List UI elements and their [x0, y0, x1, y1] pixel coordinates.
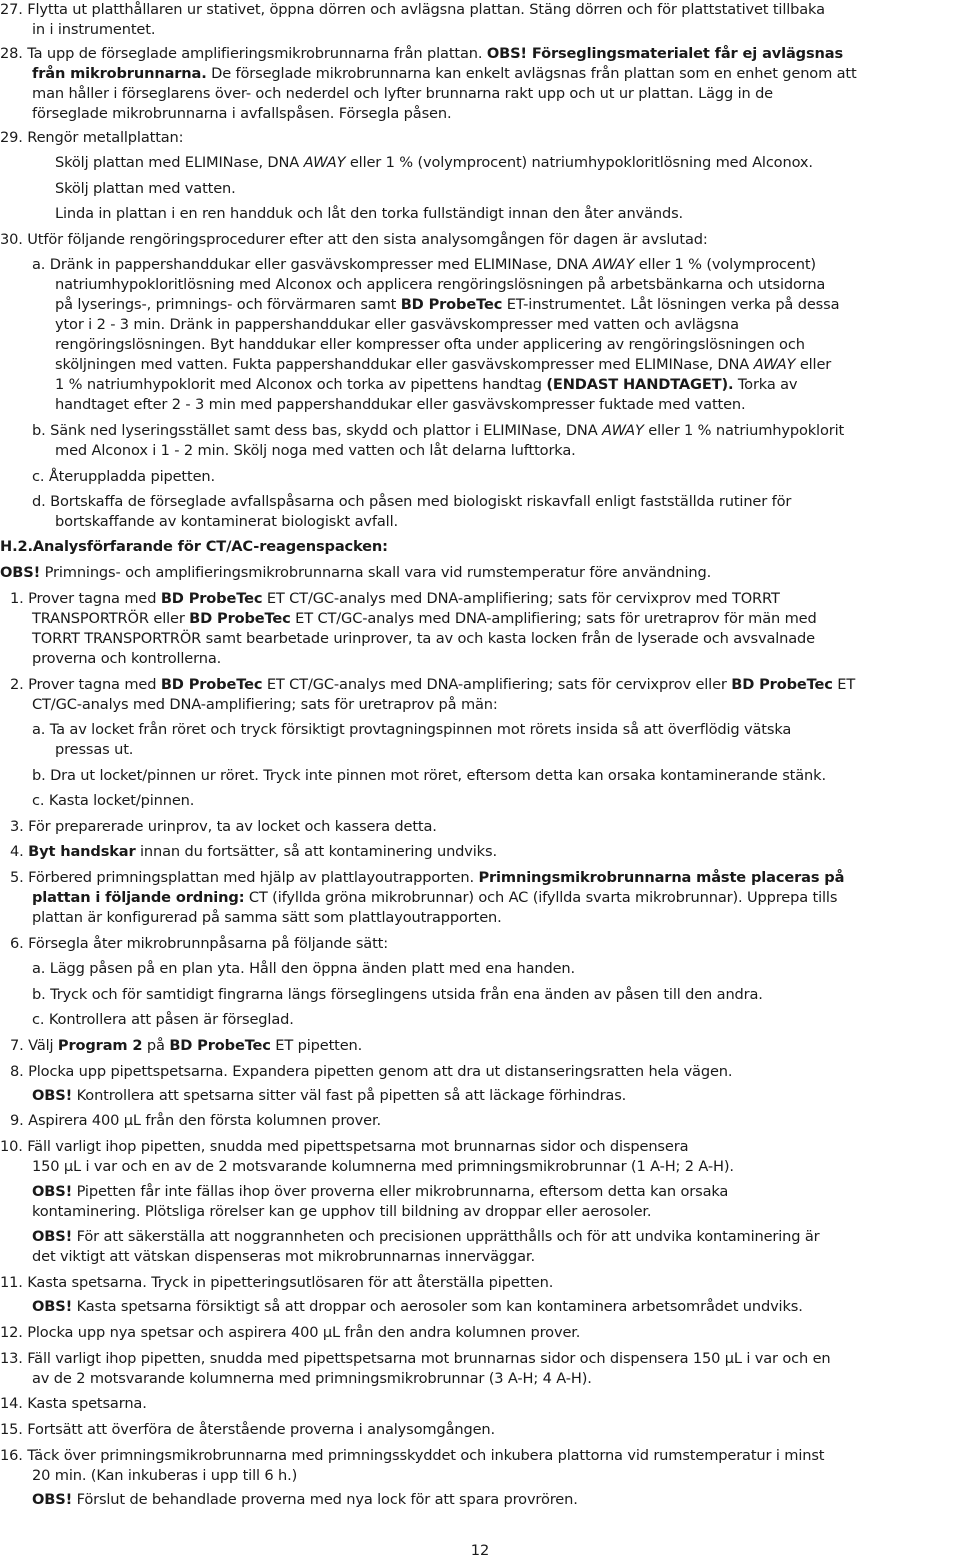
text-line: [32, 610, 817, 628]
text-run: ET-instrumentet. Låt lösningen verka på dessa: [502, 296, 840, 313]
text-run: sköljningen med vatten. Fukta pappershanddukar eller gasvävskompresser med ELIMINase, DNA: [55, 356, 754, 373]
text-run: på: [142, 1037, 170, 1054]
text-run: 12. Plocka upp nya spetsar och aspirera 400 µL från den andra kolumnen prover.: [0, 1324, 581, 1341]
text-run: 7. Välj: [10, 1037, 58, 1054]
text-run: b. Dra ut locket/pinnen ur röret. Tryck inte pinnen mot röret, eftersom detta kan orsaka kontaminerande stänk.: [32, 767, 826, 784]
text-run: det viktigt att vätskan dispenseras mot mikrobrunnarnas innerväggar.: [32, 1248, 535, 1265]
text-line: [32, 1228, 820, 1246]
text-line: [32, 256, 816, 274]
text-line: [0, 1324, 580, 1342]
text-line: [32, 1011, 294, 1029]
text-line: [32, 889, 837, 907]
text-run: c. Kontrollera att påsen är förseglad.: [32, 1011, 294, 1028]
text-run: förseglade mikrobrunnarna i avfallspåsen. Försegla påsen.: [32, 105, 452, 122]
text-line: [32, 1248, 535, 1266]
text-line: [0, 1, 825, 19]
bold-text: OBS!: [32, 1298, 73, 1315]
text-run: bortskaffande av kontaminerat biologiskt avfall.: [55, 513, 398, 530]
text-line: [55, 276, 825, 294]
bold-text: OBS!: [32, 1183, 73, 1200]
text-line: [32, 65, 857, 83]
text-line: [32, 767, 826, 785]
text-run: kontaminering. Plötsliga rörelser kan ge upphov till bildning av droppar eller aerosoler.: [32, 1203, 652, 1220]
text-line: [32, 792, 194, 810]
text-line: [32, 1203, 651, 1221]
text-run: natriumhypokloritlösning med Alconox och applicera rengöringslösningen på arbetsbänkarna och utsidorna: [55, 276, 826, 293]
text-run: 3. För preparerade urinprov, ta av locket och kassera detta.: [10, 818, 437, 835]
text-line: [32, 493, 791, 511]
text-run: a. Ta av locket från röret och tryck försiktigt provtagningspinnen mot rörets insida så att överflödig vätska: [32, 721, 792, 738]
text-run: b. Tryck och för samtidigt fingrarna längs förseglingens utsida från ena änden av påsen till den andra.: [32, 986, 763, 1003]
italic-text: AWAY: [602, 422, 644, 439]
bold-text: BD ProbeTec: [400, 296, 503, 313]
text-run: in i instrumentet.: [32, 21, 156, 38]
bold-text: Byt handskar: [28, 843, 136, 860]
text-line: [32, 468, 215, 486]
text-line: [10, 869, 844, 887]
text-line: [32, 909, 502, 927]
text-run: 28. Ta upp de förseglade amplifieringsmikrobrunnarna från plattan.: [0, 45, 487, 62]
text-run: Primnings- och amplifieringsmikrobrunnarna skall vara vid rumstemperatur före användning.: [40, 564, 712, 581]
text-line: [32, 986, 763, 1004]
text-line: [32, 85, 773, 103]
text-run: ET CT/GC-analys med DNA-amplifiering; sats för cervixprov eller: [262, 676, 732, 693]
text-line: [10, 935, 388, 953]
text-run: innan du fortsätter, så att kontaminering undviks.: [135, 843, 497, 860]
text-run: TRANSPORTRÖR eller: [32, 610, 190, 627]
text-run: c. Kasta locket/pinnen.: [32, 792, 195, 809]
text-run: plattan är konfigurerad på samma sätt som plattlayoutrapporten.: [32, 909, 502, 926]
text-line: [55, 356, 831, 374]
text-line: [0, 1138, 688, 1156]
bold-text: OBS!: [32, 1491, 73, 1508]
text-line: [0, 231, 708, 249]
text-line: [32, 105, 451, 123]
text-run: Linda in plattan i en ren handduk och låt den torka fullständigt innan den åter används.: [55, 205, 684, 222]
text-line: [10, 1112, 381, 1130]
text-run: 1. Prover tagna med: [10, 590, 161, 607]
text-run: ytor i 2 - 3 min. Dränk in pappershanddukar eller gasvävskompresser med vatten och avlägsna: [55, 316, 739, 333]
text-line: [0, 45, 843, 63]
text-line: [10, 818, 437, 836]
text-line: [32, 650, 221, 668]
text-run: b. Sänk ned lyseringsstället samt dess bas, skydd och plattor i ELIMINase, DNA: [32, 422, 603, 439]
text-line: [55, 154, 813, 172]
text-run: 13. Fäll varligt ihop pipetten, snudda med pipettspetsarna mot brunnarnas sidor och dispensera 150 µL i var och en: [0, 1350, 831, 1367]
text-run: med Alconox i 1 - 2 min. Skölj noga med vatten och låt delarna lufttorka.: [55, 442, 576, 459]
bold-text: Program 2: [57, 1037, 143, 1054]
text-run: 30. Utför följande rengöringsprocedurer efter att den sista analysomgången för dagen är avslutad:: [0, 231, 708, 248]
text-line: [32, 422, 844, 440]
text-line: [55, 376, 797, 394]
text-run: Kontrollera att spetsarna sitter väl fast på pipetten så att läckage förhindras.: [72, 1087, 627, 1104]
text-line: [10, 1037, 362, 1055]
text-line: [0, 1447, 824, 1465]
text-line: [55, 741, 133, 759]
text-line: [0, 564, 711, 582]
text-line: [0, 1395, 147, 1413]
text-run: 9. Aspirera 400 µL från den första kolumnen prover.: [10, 1112, 381, 1129]
bold-text: OBS! Förseglingsmaterialet får ej avlägsnas: [486, 45, 843, 62]
italic-text: AWAY: [592, 256, 635, 273]
text-line: [32, 721, 791, 739]
bold-text: H.2.Analysförfarande för CT/AC-reagenspacken:: [0, 538, 388, 555]
text-run: rengöringslösningen. Byt handdukar eller kompresser ofta under applicering av rengöringslösningen och: [55, 336, 805, 353]
text-run: eller 1 % (volymprocent): [634, 256, 816, 273]
text-run: eller 1 % (volymprocent) natriumhypokloritlösning med Alconox.: [345, 154, 813, 171]
text-run: Skölj plattan med vatten.: [55, 180, 236, 197]
page-number: 12: [470, 1542, 490, 1559]
text-run: eller 1 % natriumhypoklorit: [643, 422, 845, 439]
italic-text: AWAY: [753, 356, 796, 373]
bold-text: BD ProbeTec: [169, 1037, 271, 1054]
text-run: proverna och kontrollerna.: [32, 650, 222, 667]
text-run: man håller i förseglarens över- och nederdel och lyfter brunnarna rakt upp och ut ur plattan. Lägg in de: [32, 85, 774, 102]
text-run: Kasta spetsarna försiktigt så att droppar och aerosoler som kan kontaminera arbetsområdet undviks.: [72, 1298, 803, 1315]
text-line: [55, 205, 683, 223]
text-line: [0, 1421, 495, 1439]
text-run: eller: [795, 356, 832, 373]
text-line: [0, 129, 183, 147]
text-run: 10. Fäll varligt ihop pipetten, snudda med pipettspetsarna mot brunnarnas sidor och dispensera: [0, 1138, 689, 1155]
text-run: CT (ifyllda gröna mikrobrunnar) och AC (ifyllda svarta mikrobrunnar). Upprepa tills: [244, 889, 838, 906]
text-line: [32, 1298, 803, 1316]
bold-text: OBS!: [0, 564, 41, 581]
text-line: [32, 21, 155, 39]
text-run: 1 % natriumhypoklorit med Alconox och torka av pipettens handtag: [55, 376, 547, 393]
bold-text: BD ProbeTec: [160, 590, 263, 607]
text-run: 5. Förbered primningsplattan med hjälp av plattlayoutrapporten.: [10, 869, 479, 886]
text-run: av de 2 motsvarande kolumnerna med primningsmikrobrunnar (3 A-H; 4 A-H).: [32, 1370, 592, 1387]
text-line: [55, 396, 746, 414]
text-run: ET pipetten.: [270, 1037, 363, 1054]
text-run: 8. Plocka upp pipettspetsarna. Expandera pipetten genom att dra ut distanseringsratten hela vägen.: [10, 1063, 733, 1080]
text-run: 14. Kasta spetsarna.: [0, 1395, 147, 1412]
text-run: Skölj plattan med ELIMINase, DNA: [55, 154, 304, 171]
text-run: 16. Täck över primningsmikrobrunnarna med primningsskyddet och inkubera plattorna vid rumstemperatur i minst: [0, 1447, 825, 1464]
text-run: 150 µL i var och en av de 2 motsvarande kolumnerna med primningsmikrobrunnar (1 A-H; 2 A-H).: [32, 1158, 734, 1175]
text-run: TORRT TRANSPORTRÖR samt bearbetade urinprover, ta av och kasta locken från de lyserade och avsvalnade: [32, 630, 816, 647]
text-run: ET CT/GC-analys med DNA-amplifiering; sats för cervixprov med TORRT: [262, 590, 780, 607]
text-run: på lyserings-, primnings- och förvärmaren samt: [55, 296, 401, 313]
text-line: [32, 1370, 592, 1388]
text-line: [0, 1350, 831, 1368]
text-line: [32, 1183, 728, 1201]
text-line: [32, 630, 815, 648]
text-line: [0, 1274, 553, 1292]
text-run: c. Återuppladda pipetten.: [32, 468, 215, 485]
text-line: [32, 960, 575, 978]
text-run: 6. Försegla åter mikrobrunnpåsarna på följande sätt:: [10, 935, 389, 952]
text-line: [10, 843, 497, 861]
text-line: [32, 1158, 734, 1176]
text-run: a. Lägg påsen på en plan yta. Håll den öppna änden platt med ena handen.: [32, 960, 576, 977]
text-line: [55, 336, 805, 354]
bold-text: BD ProbeTec: [189, 610, 291, 627]
text-line: [55, 513, 398, 531]
bold-text: (ENDAST HANDTAGET).: [546, 376, 734, 393]
text-run: a. Dränk in pappershanddukar eller gasvävskompresser med ELIMINase, DNA: [32, 256, 593, 273]
bold-text: från mikrobrunnarna.: [32, 65, 207, 82]
text-run: 11. Kasta spetsarna. Tryck in pipetteringsutlösaren för att återställa pipetten.: [0, 1274, 554, 1291]
text-run: 2. Prover tagna med: [10, 676, 161, 693]
text-run: ET CT/GC-analys med DNA-amplifiering; sats för uretraprov för män med: [290, 610, 817, 627]
text-run: För att säkerställa att noggrannheten och precisionen upprätthålls och för att undvika kontaminering är: [72, 1228, 820, 1245]
text-line: [32, 696, 498, 714]
text-run: handtaget efter 2 - 3 min med pappershanddukar eller gasvävskompresser fuktade med vatten.: [55, 396, 746, 413]
text-run: Förslut de behandlade proverna med nya lock för att spara provrören.: [72, 1491, 578, 1508]
text-line: [10, 1063, 732, 1081]
bold-text: OBS!: [32, 1087, 73, 1104]
bold-text: plattan i följande ordning:: [32, 889, 245, 906]
text-line: [32, 1491, 578, 1509]
text-line: [55, 180, 236, 198]
text-run: Pipetten får inte fällas ihop över proverna eller mikrobrunnarna, eftersom detta kan orsaka: [72, 1183, 729, 1200]
text-line: [55, 442, 576, 460]
text-line: [55, 296, 839, 314]
text-line: [0, 538, 388, 556]
text-line: [10, 676, 855, 694]
text-run: 4.: [10, 843, 29, 860]
text-run: 15. Fortsätt att överföra de återstående proverna i analysomgången.: [0, 1421, 495, 1438]
text-run: ET: [832, 676, 856, 693]
bold-text: Primningsmikrobrunnarna måste placeras på: [478, 869, 845, 886]
italic-text: AWAY: [303, 154, 346, 171]
text-line: [10, 590, 780, 608]
text-run: Torka av: [733, 376, 798, 393]
bold-text: OBS!: [32, 1228, 73, 1245]
text-run: 29. Rengör metallplattan:: [0, 129, 184, 146]
text-run: d. Bortskaffa de förseglade avfallspåsarna och påsen med biologiskt riskavfall enligt fastställda rutiner för: [32, 493, 792, 510]
bold-text: BD ProbeTec: [731, 676, 833, 693]
text-line: [32, 1467, 297, 1485]
text-run: 27. Flytta ut platthållaren ur stativet, öppna dörren och avlägsna plattan. Stäng dörren och för plattstativet tillbaka: [0, 1, 825, 18]
text-line: [55, 316, 739, 334]
text-run: CT/GC-analys med DNA-amplifiering; sats för uretraprov på män:: [32, 696, 498, 713]
text-run: pressas ut.: [55, 741, 134, 758]
text-run: De förseglade mikrobrunnarna kan enkelt avlägsnas från plattan som en enhet genom att: [206, 65, 857, 82]
bold-text: BD ProbeTec: [160, 676, 263, 693]
text-line: [32, 1087, 626, 1105]
text-run: 20 min. (Kan inkuberas i upp till 6 h.): [32, 1467, 298, 1484]
